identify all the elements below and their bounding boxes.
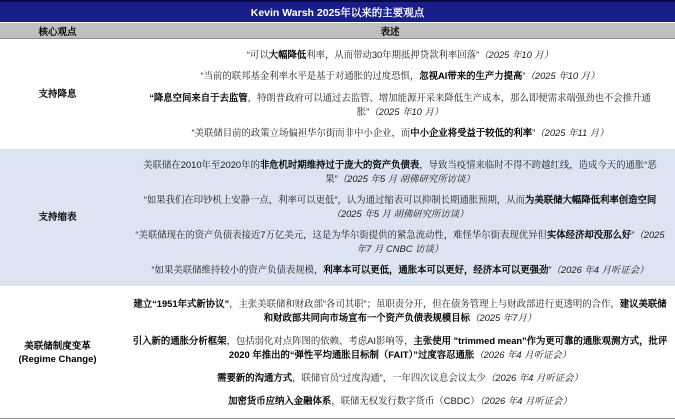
statement — [131, 158, 669, 186]
statement-text: 非危机时期维持过于庞大的资产负债表 — [259, 159, 420, 170]
statement-text: 中小企业将受益于较低的利率 — [410, 126, 533, 138]
category-cell — [0, 286, 115, 419]
statement-source: （2026 年4 月听证会） — [485, 372, 583, 383]
statements-cell — [115, 149, 675, 286]
statement-text: “可以 — [246, 49, 269, 61]
column-header-core-view: 核心观点 — [38, 26, 77, 38]
statement — [131, 334, 669, 362]
statement — [131, 48, 669, 62]
statement-source: （2025 年10 月） — [525, 70, 600, 82]
category-label-line: 支持降息 — [38, 88, 77, 100]
table-title: Kevin Warsh 2025年以来的主要观点 — [0, 0, 675, 22]
statement-text: 主张使用 "trimmed mean"作为更可靠的通胀观测方式，批评 2020 年推出的“弹性平均通胀目标制（FAIT）”过度容忍通胀 — [228, 335, 668, 360]
statement — [131, 297, 669, 325]
statement — [131, 371, 669, 385]
statement-text: “美联储目前的政策立场偏袒华尔街而非中小企业，而 — [191, 126, 411, 138]
statement-text: ” — [631, 229, 635, 240]
statement-text: “降息空间来自于去监管 — [149, 91, 248, 103]
statement-source: （2025 年10 月） — [369, 105, 444, 117]
table-row — [0, 149, 675, 286]
statement-text: 忽视AI带来的生产力提高 — [419, 70, 523, 82]
table-body — [0, 39, 675, 419]
statement-text: ，联储无权发行数字货币（CBDC） — [331, 395, 480, 406]
statement — [131, 263, 669, 277]
statement-text: 利率本可以更低，通胀本可以更好，经济本可以更强劲 — [323, 264, 549, 275]
statement-source: （2025 年5 月 胡佛研究所访谈） — [331, 208, 469, 219]
table-row — [0, 286, 675, 419]
statement-source: （2025 年7 月 CNBC 访谈） — [356, 229, 665, 254]
category-label-line: (Regime Change) — [18, 353, 97, 365]
statement-text: ，联储官员“过度沟通”，一年四次议息会议太少 — [292, 372, 486, 383]
statements-cell — [115, 286, 675, 419]
statement-source: （2025 年10 月） — [479, 49, 554, 61]
statement-text: 需要新的沟通方式 — [217, 372, 293, 383]
category-cell — [0, 39, 115, 149]
statement-text: ，主张美联储和财政部“各司其职”；虽职责分开，但在债务管理上与财政部进行更透明的合作， — [229, 298, 620, 309]
statement-text: “美联储现在的资产负债表接近7万亿美元，这是为华尔街提供的紧急流动性，难怪华尔街表现优异但 — [135, 229, 547, 240]
statement-text: 利率，从而带动30年期抵押贷款利率回落” — [306, 49, 480, 61]
statement-text: 建立“1951年式新协议” — [133, 298, 230, 309]
statements-cell — [115, 39, 675, 149]
statement-text: ，包括弱化对点阵图的依赖、考虑AI影响等， — [226, 335, 414, 346]
statement-source: （2026 年4 月听证会） — [474, 349, 572, 360]
statement-source: （2026 年4 月听证会） — [479, 395, 572, 406]
statement-text: 美联储在2010年至2020年的 — [143, 159, 260, 170]
statement-text: ” — [522, 70, 526, 82]
statement-text: ” — [548, 264, 552, 275]
category-label-line: 支持缩表 — [38, 212, 77, 223]
statement-text: “如果我们在印钞机上安静一点，利率可以更低”，认为通过缩表可以抑制长期通胀预期，从而 — [143, 194, 525, 205]
statement — [131, 91, 669, 119]
statement-text: 大幅降低 — [268, 49, 307, 61]
statement-text: 建议美联储和财政部共同向市场宣布一个资产负债表规模目标 — [263, 298, 667, 323]
category-cell — [0, 149, 115, 286]
statement-text: ，特朗普政府可以通过去监管、增加能源开采来降低生产成本，那么即便需求端强劲也不会推升通胀” — [247, 91, 651, 117]
statement-text: 为美联储大幅降低利率创造空间 — [524, 194, 657, 205]
table-row — [0, 39, 675, 149]
column-header-statement: 表述 — [380, 26, 400, 38]
statement-source: （2026 年4 月听证会） — [551, 264, 649, 275]
statement-source: （2025 年7月） — [470, 312, 537, 323]
statement-text: ” — [532, 126, 536, 138]
statement — [131, 126, 669, 140]
statement — [131, 193, 669, 221]
statement — [131, 69, 669, 83]
statement-text: 加密货币应纳入金融体系 — [228, 395, 332, 406]
statement-source: （2025 年5 月 胡佛研究所访谈） — [337, 173, 475, 184]
statement-source: （2025 年11 月） — [535, 126, 609, 138]
statement-text: “当前的联邦基金利率水平是基于对通胀的过度恐惧， — [200, 70, 420, 82]
column-header-row — [0, 23, 675, 39]
statement — [131, 394, 669, 408]
statement-text: “如果美联储维持较小的资产负债表规模， — [151, 264, 324, 275]
category-label-line: 美联储制度变革 — [24, 340, 91, 352]
statement-text: ，导致当疫情来临时不得不跨越红线，造成今天的通胀“恶果” — [325, 159, 657, 184]
statement-text: 实体经济却没那么好 — [546, 229, 632, 240]
statement — [131, 228, 669, 256]
statement-text: 引入新的通胀分析框架 — [132, 335, 227, 346]
